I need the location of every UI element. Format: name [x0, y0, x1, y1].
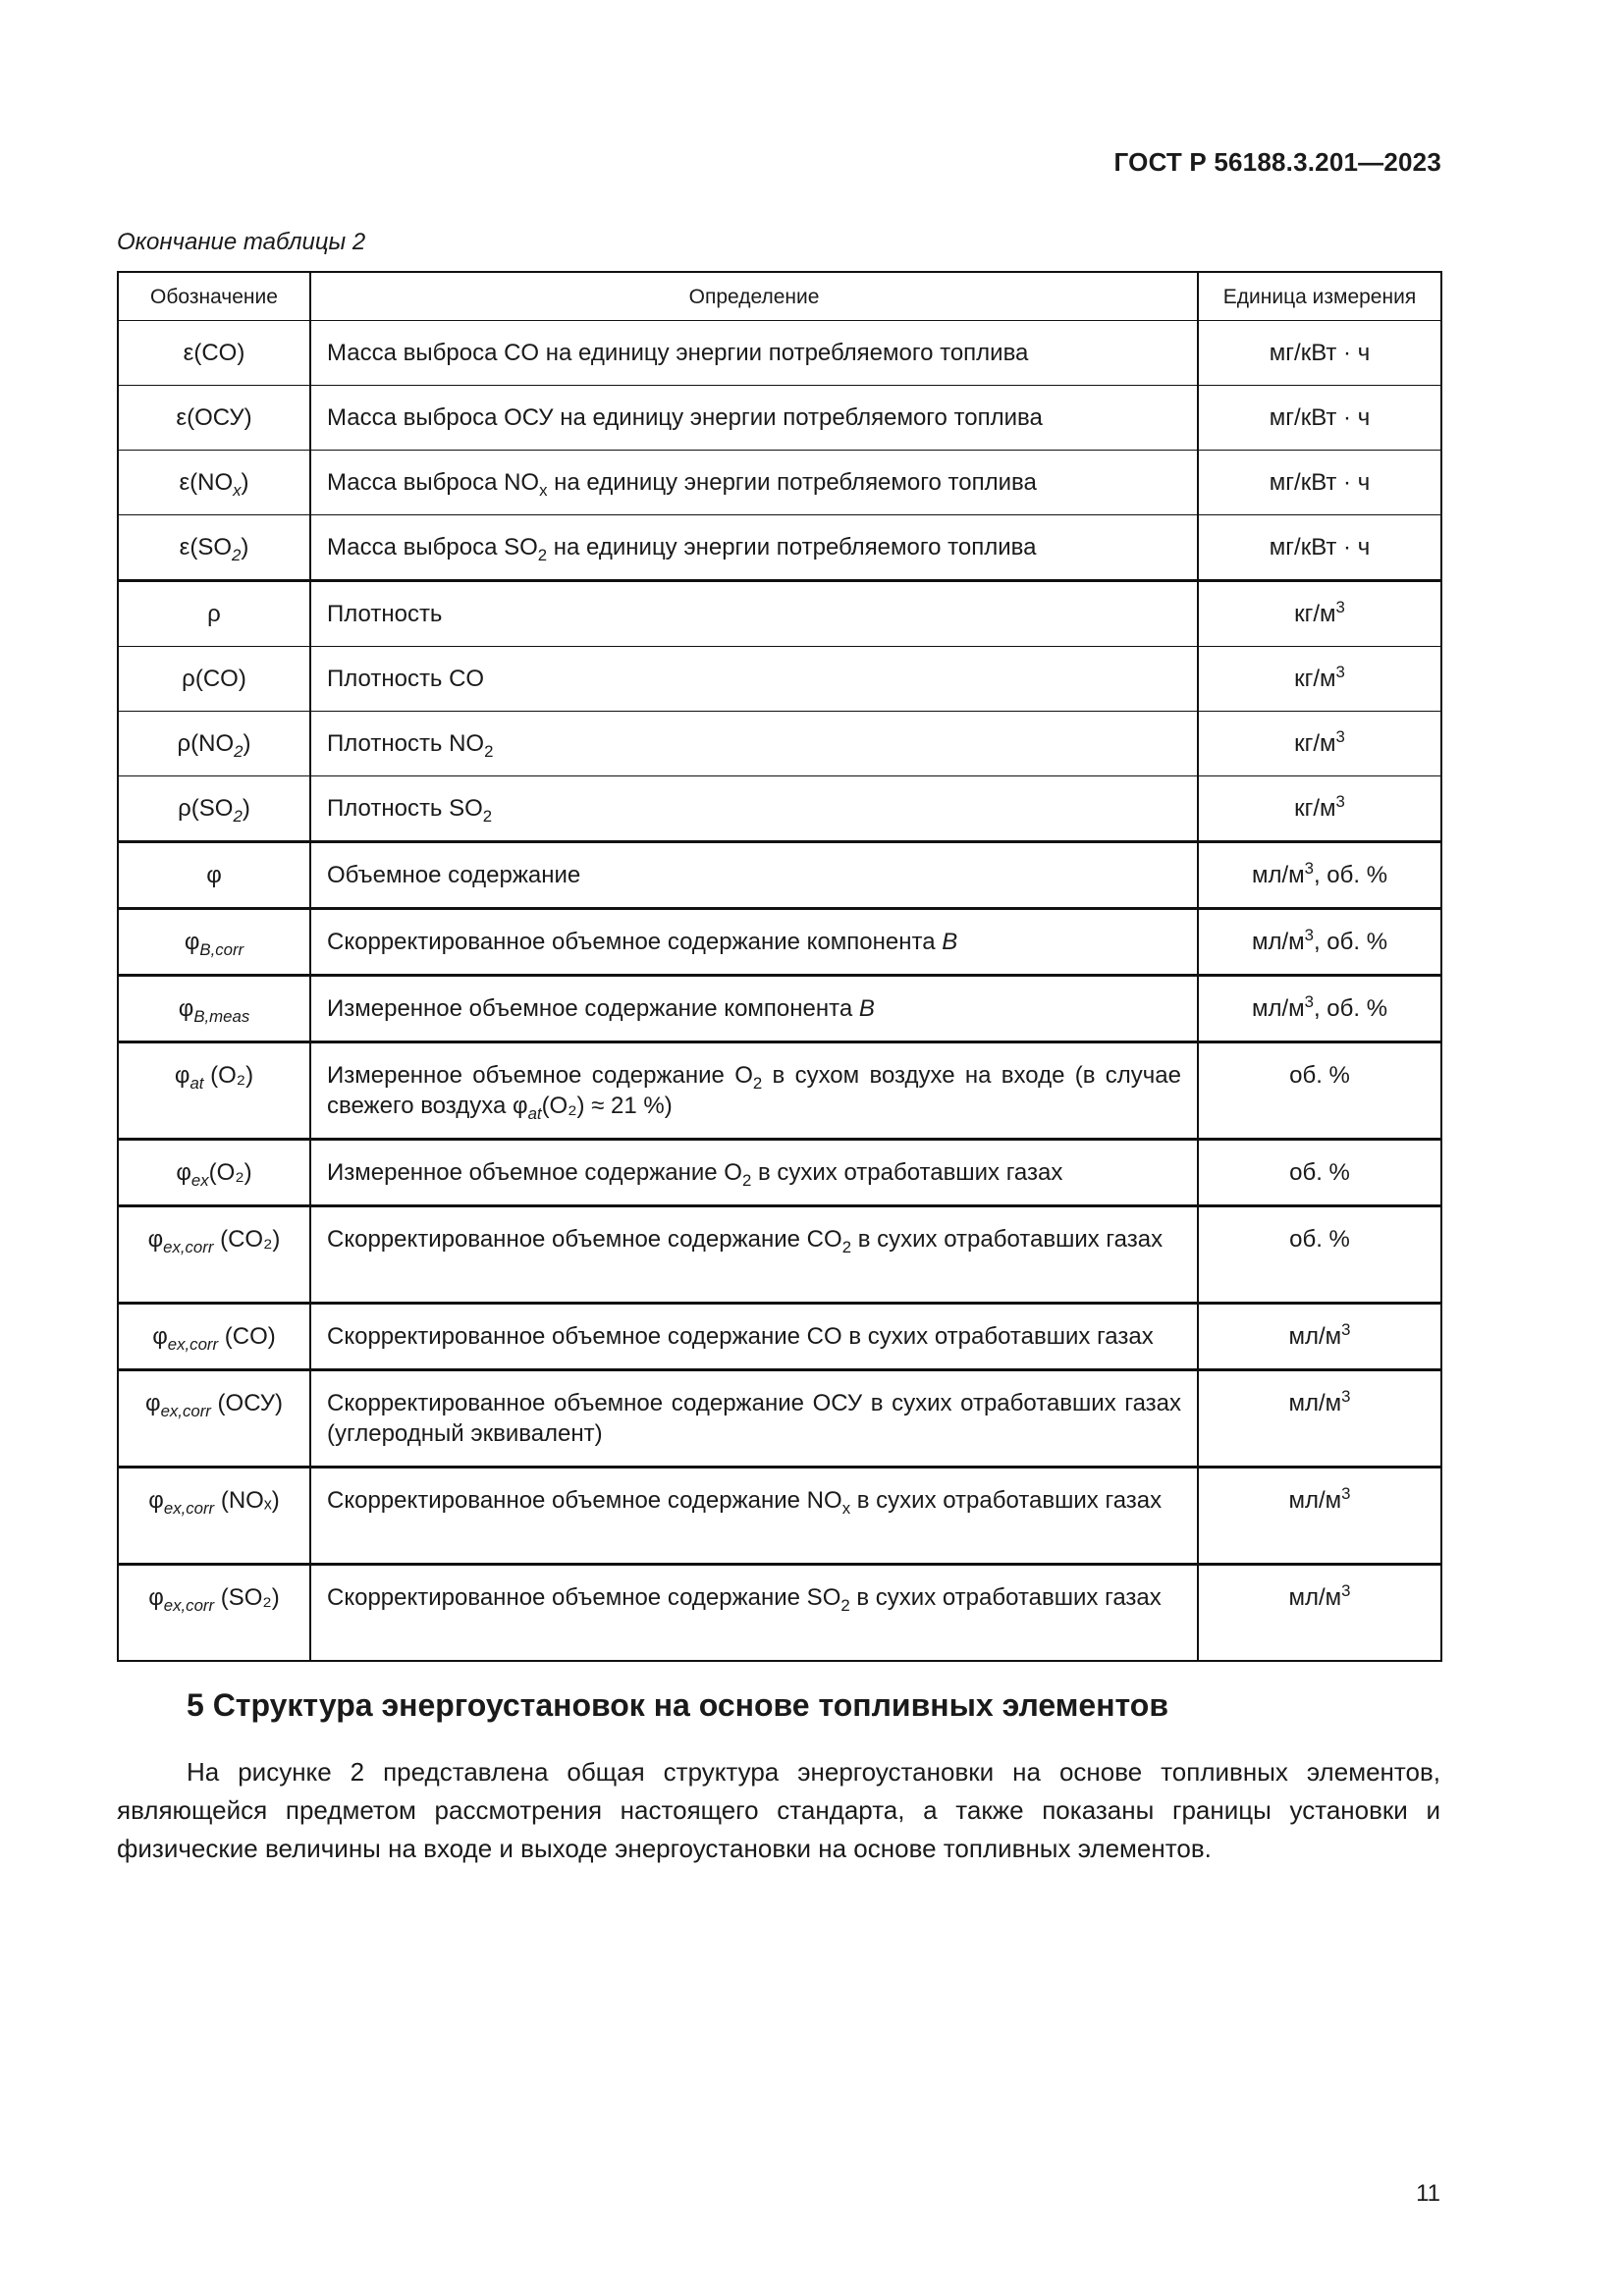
symbol-base: ε(SO: [179, 534, 233, 561]
column-header-unit: Единица измерения: [1198, 272, 1441, 321]
cell-definition: [310, 976, 1198, 1042]
table-row: [118, 712, 1441, 776]
unit-text: мг/кВт · ч: [1269, 534, 1371, 561]
cell-symbol: [118, 321, 310, 386]
unit-superscript: 3: [1335, 597, 1345, 616]
unit-text: мг/кВт · ч: [1269, 469, 1371, 496]
unit-text: мл/м: [1288, 1323, 1342, 1350]
definition-subscript: 2: [741, 1170, 752, 1190]
definition-text: Скорректированное объемное содержание CO в сухих отработавших газах: [327, 1323, 1154, 1350]
unit-text-cont: , об. %: [1313, 995, 1388, 1022]
symbol-base: φ: [148, 1584, 164, 1611]
symbol-subscript: at: [189, 1073, 204, 1093]
cell-symbol: [118, 647, 310, 712]
symbol-base: φ: [147, 1226, 164, 1253]
unit-superscript: 3: [1335, 662, 1345, 681]
unit-superscript: 3: [1335, 726, 1345, 746]
column-header-symbol: Обозначение: [118, 272, 310, 321]
section-paragraph: На рисунке 2 представлена общая структура энергоустановки на основе топливных элементов, являющейся предметом рассмотрения настоящего стандарта, а также показаны границы установки и физические величины на входе и выходе энергоустановки на основе топливных элементов.: [117, 1757, 1440, 1863]
table-row: [118, 1206, 1441, 1304]
table-row: [118, 1042, 1441, 1140]
table-row: [118, 1140, 1441, 1206]
unit-text-cont: , об. %: [1313, 862, 1388, 888]
table-row: [118, 1468, 1441, 1565]
symbol-tail: ): [241, 534, 249, 561]
unit-superscript: 3: [1341, 1483, 1351, 1503]
definition-subscript: 2: [537, 545, 548, 564]
definition-text: Скорректированное объемное содержание SO: [327, 1584, 841, 1611]
symbol-tail: (O₂): [208, 1159, 252, 1186]
unit-text: мл/м: [1251, 995, 1305, 1022]
unit-superscript: 3: [1341, 1580, 1351, 1600]
definition-subscript: 2: [484, 741, 494, 761]
table-row: [118, 647, 1441, 712]
symbol-base: φ: [184, 929, 200, 955]
definition-text: Скорректированное объемное содержание NO: [327, 1487, 842, 1514]
symbol-base: φ: [174, 1062, 190, 1089]
cell-unit: [1198, 1206, 1441, 1304]
cell-definition: [310, 1042, 1198, 1140]
definition-text-cont: в сухом воздухе на входе (в случае свежего воздуха φ: [327, 1062, 1181, 1119]
cell-unit: [1198, 321, 1441, 386]
cell-unit: [1198, 842, 1441, 909]
symbol-base: ρ: [207, 601, 221, 627]
symbol-tail: ): [242, 795, 250, 822]
unit-text: об. %: [1289, 1159, 1350, 1186]
definition-text-end: (O₂) ≈ 21 %): [541, 1093, 673, 1119]
definition-text-cont: на единицу энергии потребляемого топлива: [547, 469, 1037, 496]
cell-definition: [310, 581, 1198, 647]
definition-text: Масса выброса NO: [327, 469, 540, 496]
symbol-base: ρ(CO): [182, 666, 246, 692]
table-body: [118, 321, 1441, 1662]
unit-text: мл/м: [1251, 862, 1305, 888]
definition-italic: B: [942, 929, 958, 955]
symbol-base: ρ(NO: [177, 730, 235, 757]
unit-text-cont: , об. %: [1313, 929, 1388, 955]
unit-text: кг/м: [1294, 730, 1336, 757]
cell-symbol: [118, 1304, 310, 1370]
unit-superscript: 3: [1341, 1386, 1351, 1406]
cell-unit: [1198, 1140, 1441, 1206]
definition-subscript: x: [539, 480, 548, 500]
symbol-base: ε(CO): [183, 340, 245, 366]
definition-text-cont: в сухих отработавших газах: [850, 1487, 1163, 1514]
symbol-base: φ: [148, 1487, 164, 1514]
symbol-subscript: 2: [232, 545, 242, 564]
cell-definition: [310, 647, 1198, 712]
table-caption: Окончание таблицы 2: [117, 229, 366, 255]
cell-unit: [1198, 1042, 1441, 1140]
unit-text: кг/м: [1294, 601, 1336, 627]
cell-unit: [1198, 1468, 1441, 1565]
cell-definition: [310, 909, 1198, 976]
definition-text: Плотность SO: [327, 795, 483, 822]
cell-symbol: [118, 581, 310, 647]
definition-text: Объемное содержание: [327, 862, 581, 888]
symbol-tail: ): [243, 730, 251, 757]
cell-symbol: [118, 1370, 310, 1468]
standard-designation: ГОСТ Р 56188.3.201—2023: [1113, 147, 1441, 177]
table-row: [118, 1565, 1441, 1662]
cell-symbol: [118, 909, 310, 976]
cell-definition: [310, 776, 1198, 842]
definition-text-cont: в сухих отработавших газах: [849, 1584, 1162, 1611]
symbol-base: φ: [145, 1390, 161, 1416]
cell-unit: [1198, 1370, 1441, 1468]
cell-unit: [1198, 647, 1441, 712]
unit-text: об. %: [1289, 1062, 1350, 1089]
definition-text: Измеренное объемное содержание компонента: [327, 995, 859, 1022]
symbol-tail: (NOₓ): [214, 1487, 280, 1514]
cell-unit: [1198, 451, 1441, 515]
symbol-subscript: ex,corr: [160, 1401, 211, 1420]
cell-definition: [310, 1140, 1198, 1206]
unit-text: мг/кВт · ч: [1269, 340, 1371, 366]
cell-unit: [1198, 776, 1441, 842]
cell-symbol: [118, 776, 310, 842]
cell-definition: [310, 1206, 1198, 1304]
symbol-subscript: B,meas: [193, 1006, 250, 1026]
symbol-base: ε(NO: [179, 469, 234, 496]
definition-italic: B: [858, 995, 875, 1022]
definition-subscript: 2: [840, 1595, 850, 1615]
cell-unit: [1198, 976, 1441, 1042]
table-row: [118, 321, 1441, 386]
definition-text: Масса выброса SO: [327, 534, 538, 561]
definition-subscript: 2: [482, 806, 493, 826]
definition-text: Плотность CO: [327, 666, 485, 692]
symbol-subscript: B,corr: [199, 939, 244, 959]
cell-definition: [310, 1370, 1198, 1468]
cell-unit: [1198, 1304, 1441, 1370]
table-row: [118, 1304, 1441, 1370]
symbol-subscript: ex: [190, 1170, 209, 1190]
unit-text: мл/м: [1288, 1487, 1342, 1514]
definition-text: Плотность: [327, 601, 443, 627]
definition-text: Скорректированное объемное содержание CO: [327, 1226, 842, 1253]
cell-unit: [1198, 581, 1441, 647]
definitions-table: [117, 271, 1442, 1662]
cell-symbol: [118, 1042, 310, 1140]
cell-symbol: [118, 1140, 310, 1206]
unit-superscript: 3: [1304, 991, 1314, 1011]
table-row: [118, 842, 1441, 909]
section-title: 5 Структура энергоустановок на основе топливных элементов: [187, 1687, 1169, 1723]
unit-text: мл/м: [1288, 1390, 1342, 1416]
table-row: [118, 515, 1441, 581]
definition-subscript: x: [841, 1498, 851, 1518]
definition-text-cont: в сухих отработавших газах: [851, 1226, 1164, 1253]
table-row: [118, 909, 1441, 976]
symbol-base: φ: [176, 1159, 191, 1186]
definition-subscript: 2: [752, 1073, 763, 1093]
table-row: [118, 386, 1441, 451]
cell-symbol: [118, 1565, 310, 1662]
definition-text: Масса выброса ОСУ на единицу энергии потребляемого топлива: [327, 404, 1043, 431]
table-row: [118, 976, 1441, 1042]
cell-symbol: [118, 386, 310, 451]
cell-unit: [1198, 1565, 1441, 1662]
unit-superscript: 3: [1304, 858, 1314, 878]
definition-text: Плотность NO: [327, 730, 485, 757]
unit-text: кг/м: [1294, 795, 1336, 822]
unit-text: мл/м: [1288, 1584, 1342, 1611]
cell-symbol: [118, 712, 310, 776]
table-row: [118, 451, 1441, 515]
cell-definition: [310, 321, 1198, 386]
definition-text: Измеренное объемное содержание O: [327, 1159, 742, 1186]
definition-subscript: 2: [841, 1237, 852, 1256]
definition-text: Скорректированное объемное содержание ОСУ в сухих отработавших газах (углеродный эквивалент): [327, 1390, 1181, 1447]
definition-subscript-2: at: [527, 1103, 542, 1123]
page-number: 11: [1416, 2180, 1440, 2207]
symbol-base: ε(ОСУ): [176, 404, 252, 431]
symbol-subscript: 2: [233, 806, 243, 826]
symbol-base: φ: [152, 1323, 168, 1350]
symbol-tail: (SO₂): [214, 1584, 280, 1611]
symbol-subscript: 2: [234, 741, 244, 761]
column-header-definition: Определение: [310, 272, 1198, 321]
symbol-subscript: ex,corr: [163, 1595, 215, 1615]
cell-definition: [310, 1304, 1198, 1370]
symbol-base: ρ(SO: [178, 795, 234, 822]
unit-superscript: 3: [1304, 925, 1314, 944]
symbol-subscript: ex,corr: [167, 1334, 219, 1354]
symbol-subscript: x: [233, 480, 242, 500]
symbol-tail: (CO): [218, 1323, 276, 1350]
cell-definition: [310, 1565, 1198, 1662]
symbol-subscript: ex,corr: [163, 1498, 215, 1518]
cell-definition: [310, 386, 1198, 451]
symbol-subscript: ex,corr: [163, 1237, 214, 1256]
cell-definition: [310, 515, 1198, 581]
cell-symbol: [118, 1468, 310, 1565]
unit-text: об. %: [1289, 1226, 1350, 1253]
cell-definition: [310, 842, 1198, 909]
unit-text: кг/м: [1294, 666, 1336, 692]
cell-unit: [1198, 712, 1441, 776]
symbol-tail: (ОСУ): [210, 1390, 283, 1416]
cell-definition: [310, 451, 1198, 515]
symbol-tail: (O₂): [203, 1062, 254, 1089]
cell-symbol: [118, 1206, 310, 1304]
cell-unit: [1198, 515, 1441, 581]
definition-text: Масса выброса CO на единицу энергии потребляемого топлива: [327, 340, 1029, 366]
cell-symbol: [118, 976, 310, 1042]
symbol-tail: ): [241, 469, 249, 496]
definition-text-cont: на единицу энергии потребляемого топлива: [547, 534, 1037, 561]
unit-text: мг/кВт · ч: [1269, 404, 1371, 431]
cell-symbol: [118, 515, 310, 581]
cell-unit: [1198, 909, 1441, 976]
symbol-base: φ: [178, 995, 194, 1022]
unit-superscript: 3: [1335, 791, 1345, 811]
cell-symbol: [118, 842, 310, 909]
cell-definition: [310, 1468, 1198, 1565]
table-row: [118, 1370, 1441, 1468]
table-row: [118, 581, 1441, 647]
definition-text-cont: в сухих отработавших газах: [751, 1159, 1063, 1186]
unit-superscript: 3: [1341, 1319, 1351, 1339]
table-header-row: [118, 272, 1441, 321]
cell-definition: [310, 712, 1198, 776]
definition-text: Измеренное объемное содержание O: [327, 1062, 753, 1089]
cell-unit: [1198, 386, 1441, 451]
cell-symbol: [118, 451, 310, 515]
table-row: [118, 776, 1441, 842]
symbol-tail: (CO₂): [213, 1226, 281, 1253]
unit-text: мл/м: [1251, 929, 1305, 955]
symbol-base: φ: [206, 862, 222, 888]
definition-text: Скорректированное объемное содержание компонента: [327, 929, 943, 955]
